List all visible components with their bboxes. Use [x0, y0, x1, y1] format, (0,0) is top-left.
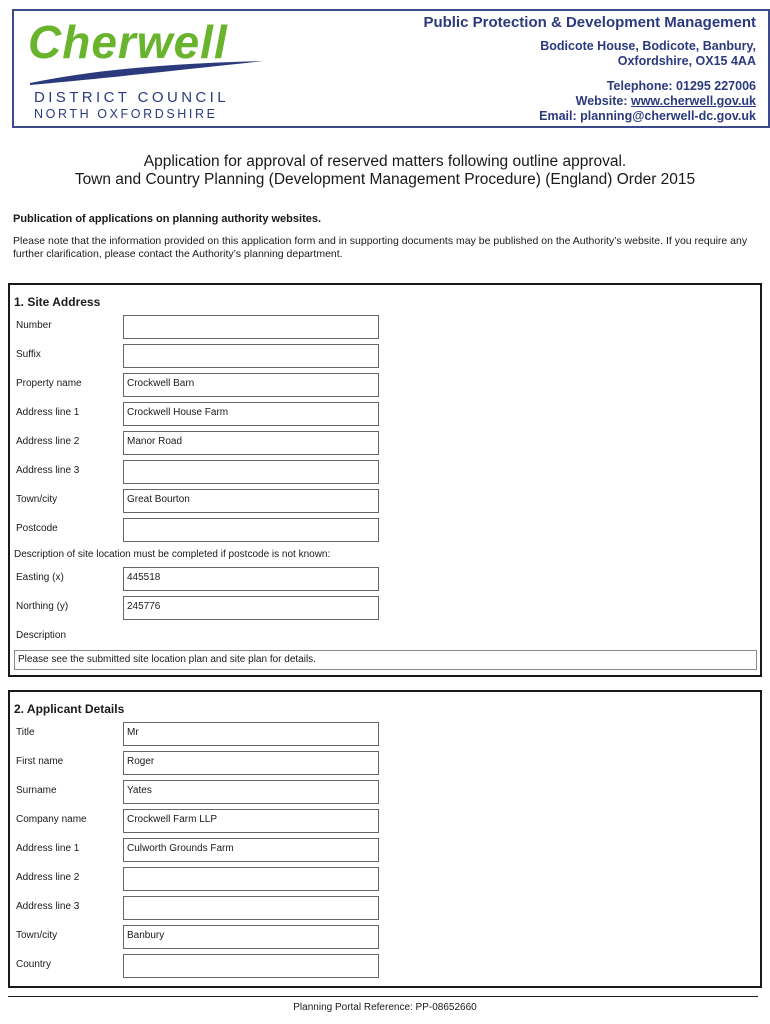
field-label: Suffix — [16, 349, 41, 360]
description-input[interactable]: Please see the submitted site location plan and site plan for details. — [14, 650, 757, 670]
applicant-address-line-2-input[interactable] — [123, 867, 379, 891]
publication-heading: Publication of applications on planning authority websites. — [13, 213, 322, 225]
department-name: Public Protection & Development Management — [423, 14, 756, 31]
northing-input[interactable]: 245776 — [123, 596, 379, 620]
number-input[interactable] — [123, 315, 379, 339]
field-label: Northing (y) — [16, 601, 69, 612]
address-line-3-input[interactable] — [123, 460, 379, 484]
field-label: Property name — [16, 378, 82, 389]
email[interactable]: Email: planning@cherwell-dc.gov.uk — [539, 109, 756, 123]
applicant-town-city-input[interactable]: Banbury — [123, 925, 379, 949]
publication-notice: Please note that the information provided on this application form and in supporting documents may be published on the Authority’s website. If you require any further clarification, please contact the Authority’s planning department. — [13, 235, 748, 260]
section-title: 1. Site Address — [14, 295, 101, 309]
applicant-address-line-1-input[interactable]: Culworth Grounds Farm — [123, 838, 379, 862]
company-name-input[interactable]: Crockwell Farm LLP — [123, 809, 379, 833]
website-link[interactable]: www.cherwell.gov.uk — [630, 94, 756, 108]
title-input[interactable]: Mr — [123, 722, 379, 746]
footer-divider — [8, 996, 758, 997]
applicant-details-section — [8, 690, 762, 988]
description-label: Description — [16, 630, 67, 641]
surname-input[interactable]: Yates — [123, 780, 379, 804]
field-label: Town/city — [16, 494, 58, 505]
field-label: First name — [16, 756, 64, 767]
first-name-input[interactable]: Roger — [123, 751, 379, 775]
logo-swoosh-icon — [28, 59, 268, 87]
field-label: Address line 1 — [16, 407, 80, 418]
website-line — [423, 94, 756, 109]
suffix-input[interactable] — [123, 344, 379, 368]
form-title — [0, 153, 770, 189]
council-name: DISTRICT COUNCIL — [34, 89, 229, 106]
field-label: Postcode — [16, 523, 58, 534]
letterhead — [12, 9, 770, 128]
applicant-address-line-3-input[interactable] — [123, 896, 379, 920]
field-label: Address line 3 — [16, 901, 80, 912]
address-line: Bodicote House, Bodicote, Banbury, — [540, 39, 756, 53]
portal-reference: Planning Portal Reference: PP-08652660 — [293, 1002, 477, 1013]
section-title: 2. Applicant Details — [14, 702, 125, 716]
easting-input[interactable]: 445518 — [123, 567, 379, 591]
field-label: Town/city — [16, 930, 58, 941]
field-label: Address line 1 — [16, 843, 80, 854]
field-label: Address line 2 — [16, 872, 80, 883]
field-label: Address line 3 — [16, 465, 80, 476]
field-label: Country — [16, 959, 52, 970]
field-label: Easting (x) — [16, 572, 64, 583]
council-region: NORTH OXFORDSHIRE — [34, 107, 218, 121]
field-label: Title — [16, 727, 35, 738]
postcode-input[interactable] — [123, 518, 379, 542]
site-address-section — [8, 283, 762, 677]
website-label: Website: — [575, 94, 631, 108]
field-label: Company name — [16, 814, 87, 825]
property-name-input[interactable]: Crockwell Barn — [123, 373, 379, 397]
location-note: Description of site location must be completed if postcode is not known: — [14, 549, 331, 560]
form-title-line2: Town and Country Planning (Development Management Procedure) (England) Order 2015 — [74, 171, 696, 188]
telephone: Telephone: 01295 227006 — [606, 79, 756, 93]
address-line: Oxfordshire, OX15 4AA — [617, 54, 756, 68]
country-input[interactable] — [123, 954, 379, 978]
field-label: Address line 2 — [16, 436, 80, 447]
address-line-1-input[interactable]: Crockwell House Farm — [123, 402, 379, 426]
field-label: Number — [16, 320, 52, 331]
town-city-input[interactable]: Great Bourton — [123, 489, 379, 513]
cherwell-logo-wordmark: Cherwell — [28, 16, 228, 68]
form-title-line1: Application for approval of reserved matters following outline approval. — [143, 153, 627, 170]
address-line-2-input[interactable]: Manor Road — [123, 431, 379, 455]
field-label: Surname — [16, 785, 57, 796]
contact-block — [423, 15, 756, 124]
